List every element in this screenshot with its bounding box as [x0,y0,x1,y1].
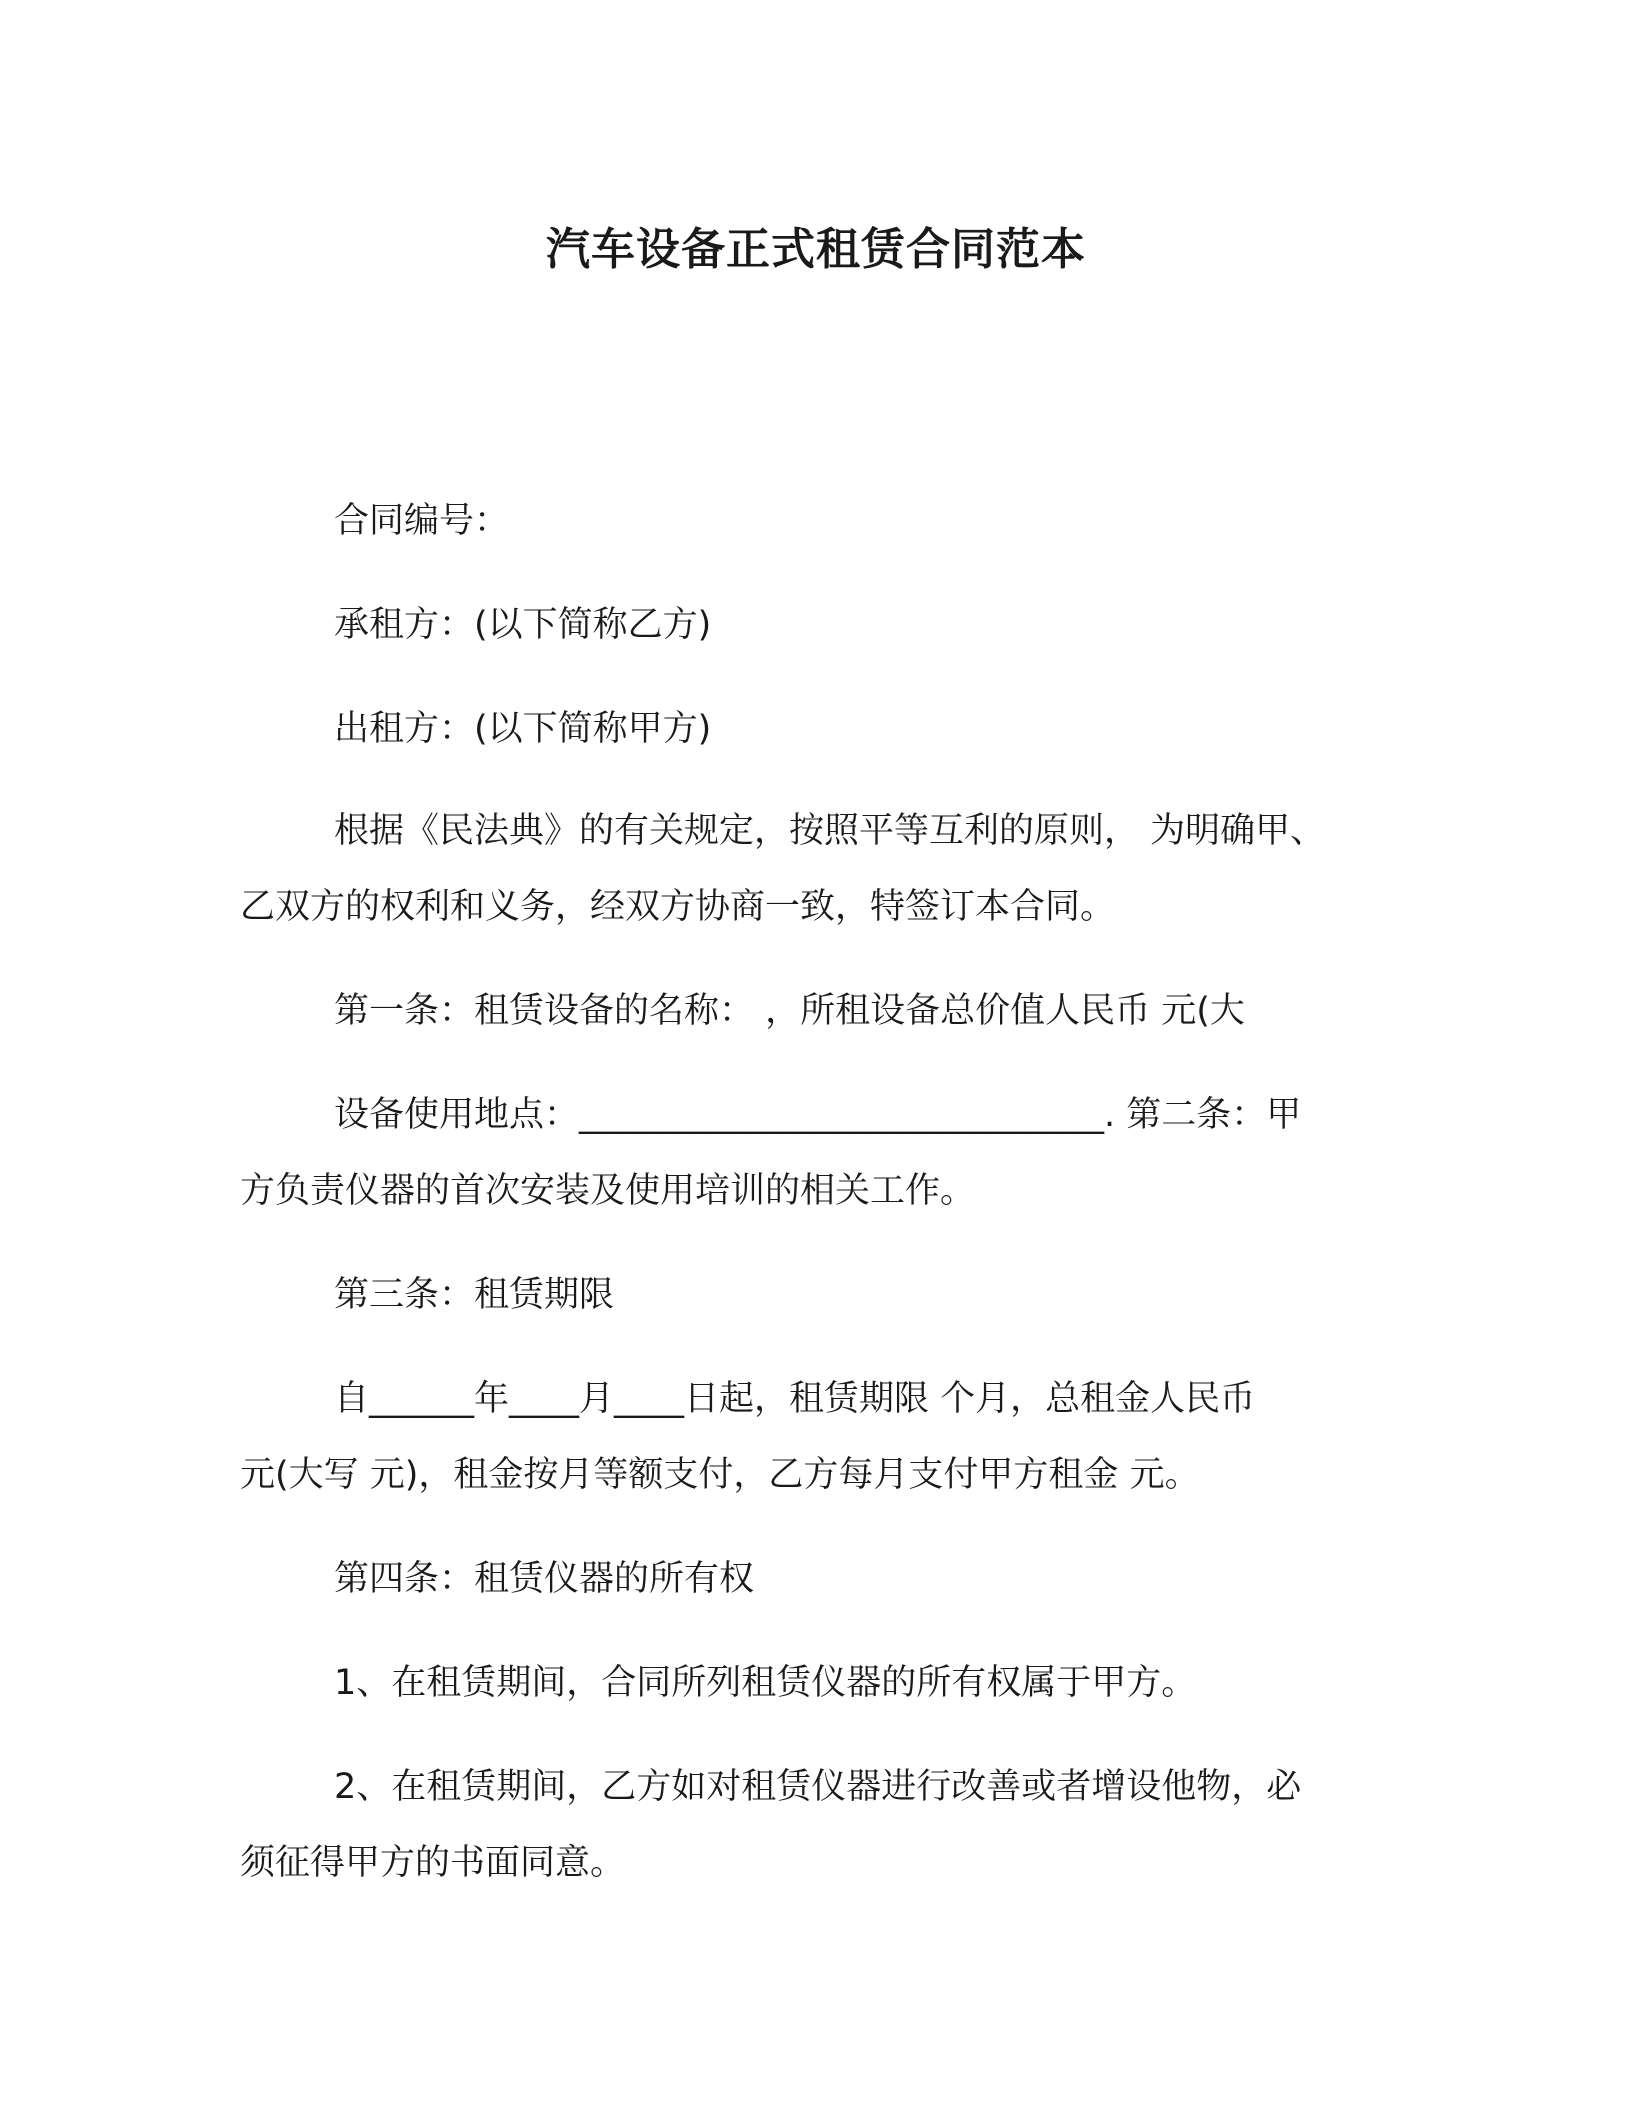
document-title: 汽车设备正式租赁合同范本 [546,224,1086,275]
lessee-line: 承租方：(以下简称乙方) [334,605,712,645]
contract-number-line: 合同编号： [334,501,510,541]
article-1-line: 第一条：租赁设备的名称： ，所租设备总价值人民币 元(大 [334,991,1245,1031]
article-2-line: 方负责仪器的首次安装及使用培训的相关工作。 [240,1171,976,1211]
lease-term-line-2: 元(大写 元)，租金按月等额支付，乙方每月支付甲方租金 元。 [240,1455,1200,1495]
preamble-line-2: 乙双方的权利和义务，经双方协商一致，特签订本合同。 [240,887,1116,927]
article-4-heading: 第四条：租赁仪器的所有权 [334,1559,755,1599]
ownership-clause-2-line-1: 2、在租赁期间，乙方如对租赁仪器进行改善或者增设他物，必 [334,1767,1302,1807]
ownership-clause-2-line-2: 须征得甲方的书面同意。 [240,1843,626,1883]
lease-term-line-1: 自______年____月____日起，租赁期限 个月，总租金人民币 [334,1379,1256,1419]
article-3-heading: 第三条：租赁期限 [334,1275,615,1315]
lessor-line: 出租方：(以下简称甲方) [334,709,712,749]
usage-location-line: 设备使用地点：______________________________. 第二条：甲 [334,1095,1302,1135]
preamble-line-1: 根据《民法典》的有关规定，按照平等互利的原则， 为明确甲、 [334,811,1326,851]
ownership-clause-1: 1、在租赁期间，合同所列租赁仪器的所有权属于甲方。 [334,1663,1197,1703]
